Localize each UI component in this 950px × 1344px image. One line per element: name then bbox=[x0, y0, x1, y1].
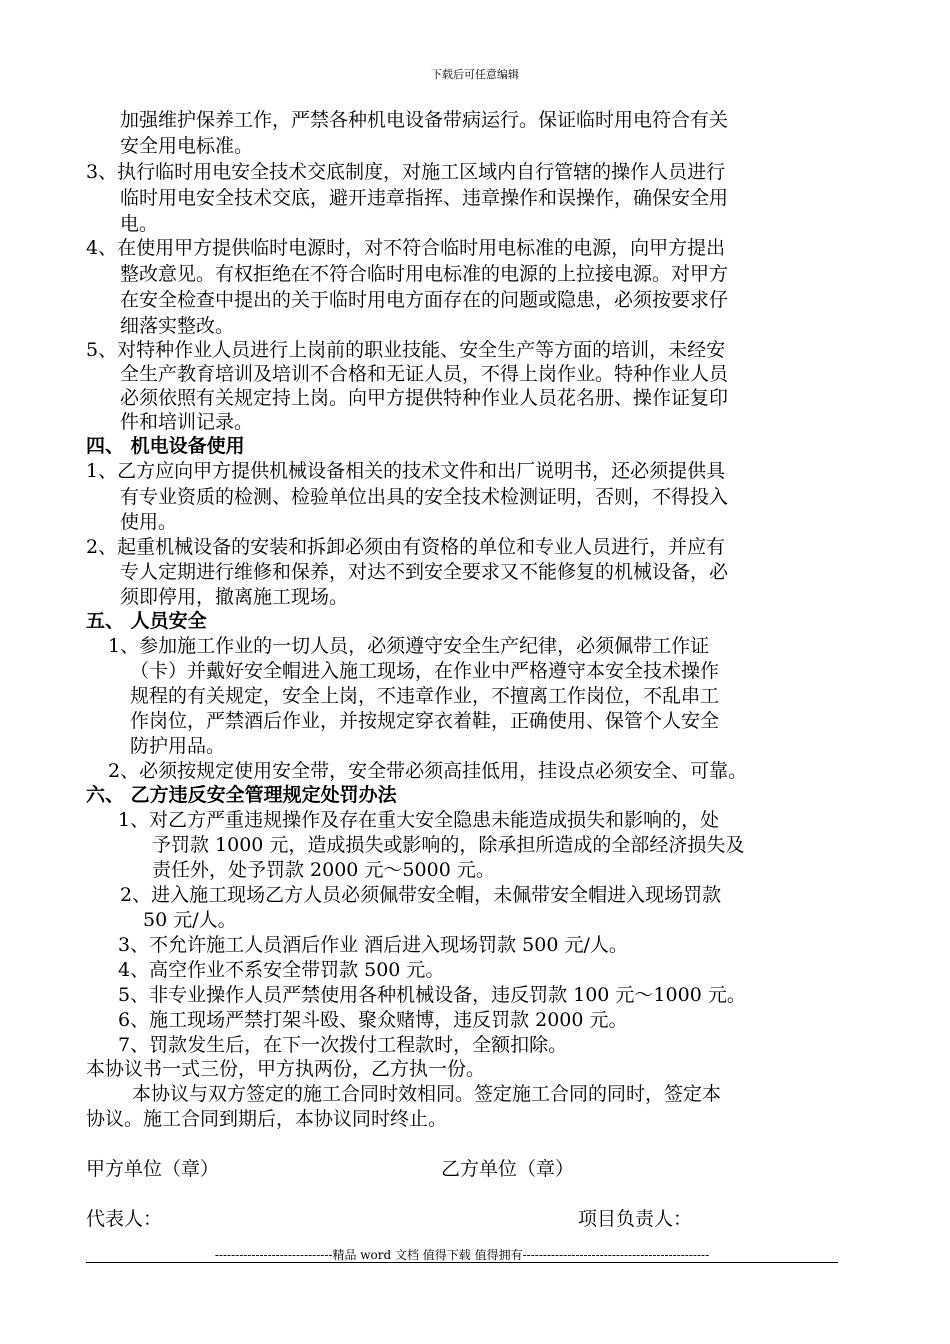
text-line: 细落实整改。 bbox=[120, 315, 235, 337]
section-heading: 四、 机电设备使用 bbox=[86, 435, 245, 457]
text-line: 3、不允许施工人员酒后作业 酒后进入现场罚款 500 元/人。 bbox=[118, 934, 628, 956]
text-line: 1、参加施工作业的一切人员，必须遵守安全生产纪律，必须佩带工作证 bbox=[108, 635, 710, 657]
text-line: 协议。施工合同到期后，本协议同时终止。 bbox=[86, 1108, 448, 1130]
section-heading: 五、 人员安全 bbox=[86, 610, 207, 632]
text-line: 本协议书一式三份，甲方执两份，乙方执一份。 bbox=[86, 1058, 486, 1080]
section-heading: 六、 乙方违反安全管理规定处罚办法 bbox=[86, 784, 397, 806]
page-footer: -----------------------------精品 word 文档 值得下载 值得拥有---------------------------------------------- bbox=[214, 1248, 710, 1262]
text-line: 2、必须按规定使用安全带，安全带必须高挂低用，挂设点必须安全、可靠。 bbox=[108, 760, 748, 782]
text-line: 1、乙方应向甲方提供机械设备相关的技术文件和出厂说明书，还必须提供具 bbox=[86, 460, 726, 482]
text-line: 整改意见。有权拒绝在不符合临时用电标准的电源的上拉接电源。对甲方 bbox=[120, 263, 729, 285]
text-line: 防护用品。 bbox=[130, 735, 226, 757]
text-line: 1、对乙方严重违规操作及存在重大安全隐患未能造成损失和影响的，处 bbox=[118, 809, 720, 831]
text-line: 5、对特种作业人员进行上岗前的职业技能、安全生产等方面的培训，未经安 bbox=[86, 339, 726, 361]
text-line: 必须依照有关规定持上岗。向甲方提供特种作业人员花名册、操作证复印 bbox=[120, 387, 729, 409]
party-b-unit-label: 乙方单位（章） bbox=[441, 1158, 575, 1180]
text-line: 安全用电标准。 bbox=[120, 135, 254, 157]
text-line: 须即停用，撤离施工现场。 bbox=[120, 586, 349, 608]
text-line: 责任外，处予罚款 2000 元～5000 元。 bbox=[152, 859, 495, 881]
text-line: 使用。 bbox=[120, 511, 178, 533]
text-line: 规程的有关规定，安全上岗，不违章作业，不擅离工作岗位，不乱串工 bbox=[130, 685, 720, 707]
text-line: 件和培训记录。 bbox=[120, 411, 254, 433]
party-a-unit-label: 甲方单位（章） bbox=[86, 1158, 220, 1180]
page-header: 下载后可任意编辑 bbox=[431, 68, 519, 81]
footer-divider bbox=[86, 1262, 838, 1263]
representative-label: 代表人： bbox=[86, 1208, 163, 1230]
text-line: 本协议与双方签定的施工合同时效相同。签定施工合同的同时，签定本 bbox=[132, 1083, 722, 1105]
text-line: 6、施工现场严禁打架斗殴、聚众赌博，违反罚款 2000 元。 bbox=[118, 1009, 628, 1031]
text-line: 5、非专业操作人员严禁使用各种机械设备，违反罚款 100 元～1000 元。 bbox=[118, 984, 746, 1006]
text-line: 加强维护保养工作，严禁各种机电设备带病运行。保证临时用电符合有关 bbox=[120, 109, 729, 131]
project-lead-label: 项目负责人： bbox=[578, 1208, 693, 1230]
text-line: 在安全检查中提出的关于临时用电方面存在的问题或隐患，必须按要求仔 bbox=[120, 289, 729, 311]
text-line: 有专业资质的检测、检验单位出具的安全技术检测证明，否则，不得投入 bbox=[120, 486, 729, 508]
text-line: （卡）并戴好安全帽进入施工现场，在作业中严格遵守本安全技术操作 bbox=[130, 660, 720, 682]
text-line: 4、高空作业不系安全带罚款 500 元。 bbox=[118, 959, 445, 981]
text-line: 2、进入施工现场乙方人员必须佩带安全帽，未佩带安全帽进入现场罚款 bbox=[120, 884, 722, 906]
text-line: 予罚款 1000 元，造成损失或影响的，除承担所造成的全部经济损失及 bbox=[152, 834, 745, 856]
text-line: 专人定期进行维修和保养，对达不到安全要求又不能修复的机械设备，必 bbox=[120, 561, 729, 583]
text-line: 4、在使用甲方提供临时电源时，对不符合临时用电标准的电源，向甲方提出 bbox=[86, 237, 726, 259]
text-line: 全生产教育培训及培训不合格和无证人员，不得上岗作业。特种作业人员 bbox=[120, 363, 729, 385]
text-line: 7、罚款发生后，在下一次拨付工程款时，全额扣除。 bbox=[118, 1034, 568, 1056]
text-line: 50 元/人。 bbox=[143, 909, 237, 931]
text-line: 3、执行临时用电安全技术交底制度，对施工区域内自行管辖的操作人员进行 bbox=[86, 161, 726, 183]
text-line: 电。 bbox=[120, 213, 159, 235]
text-line: 2、起重机械设备的安装和拆卸必须由有资格的单位和专业人员进行，并应有 bbox=[86, 536, 726, 558]
text-line: 作岗位，严禁酒后作业，并按规定穿衣着鞋，正确使用、保管个人安全 bbox=[130, 710, 720, 732]
text-line: 临时用电安全技术交底，避开违章指挥、违章操作和误操作，确保安全用 bbox=[120, 187, 729, 209]
